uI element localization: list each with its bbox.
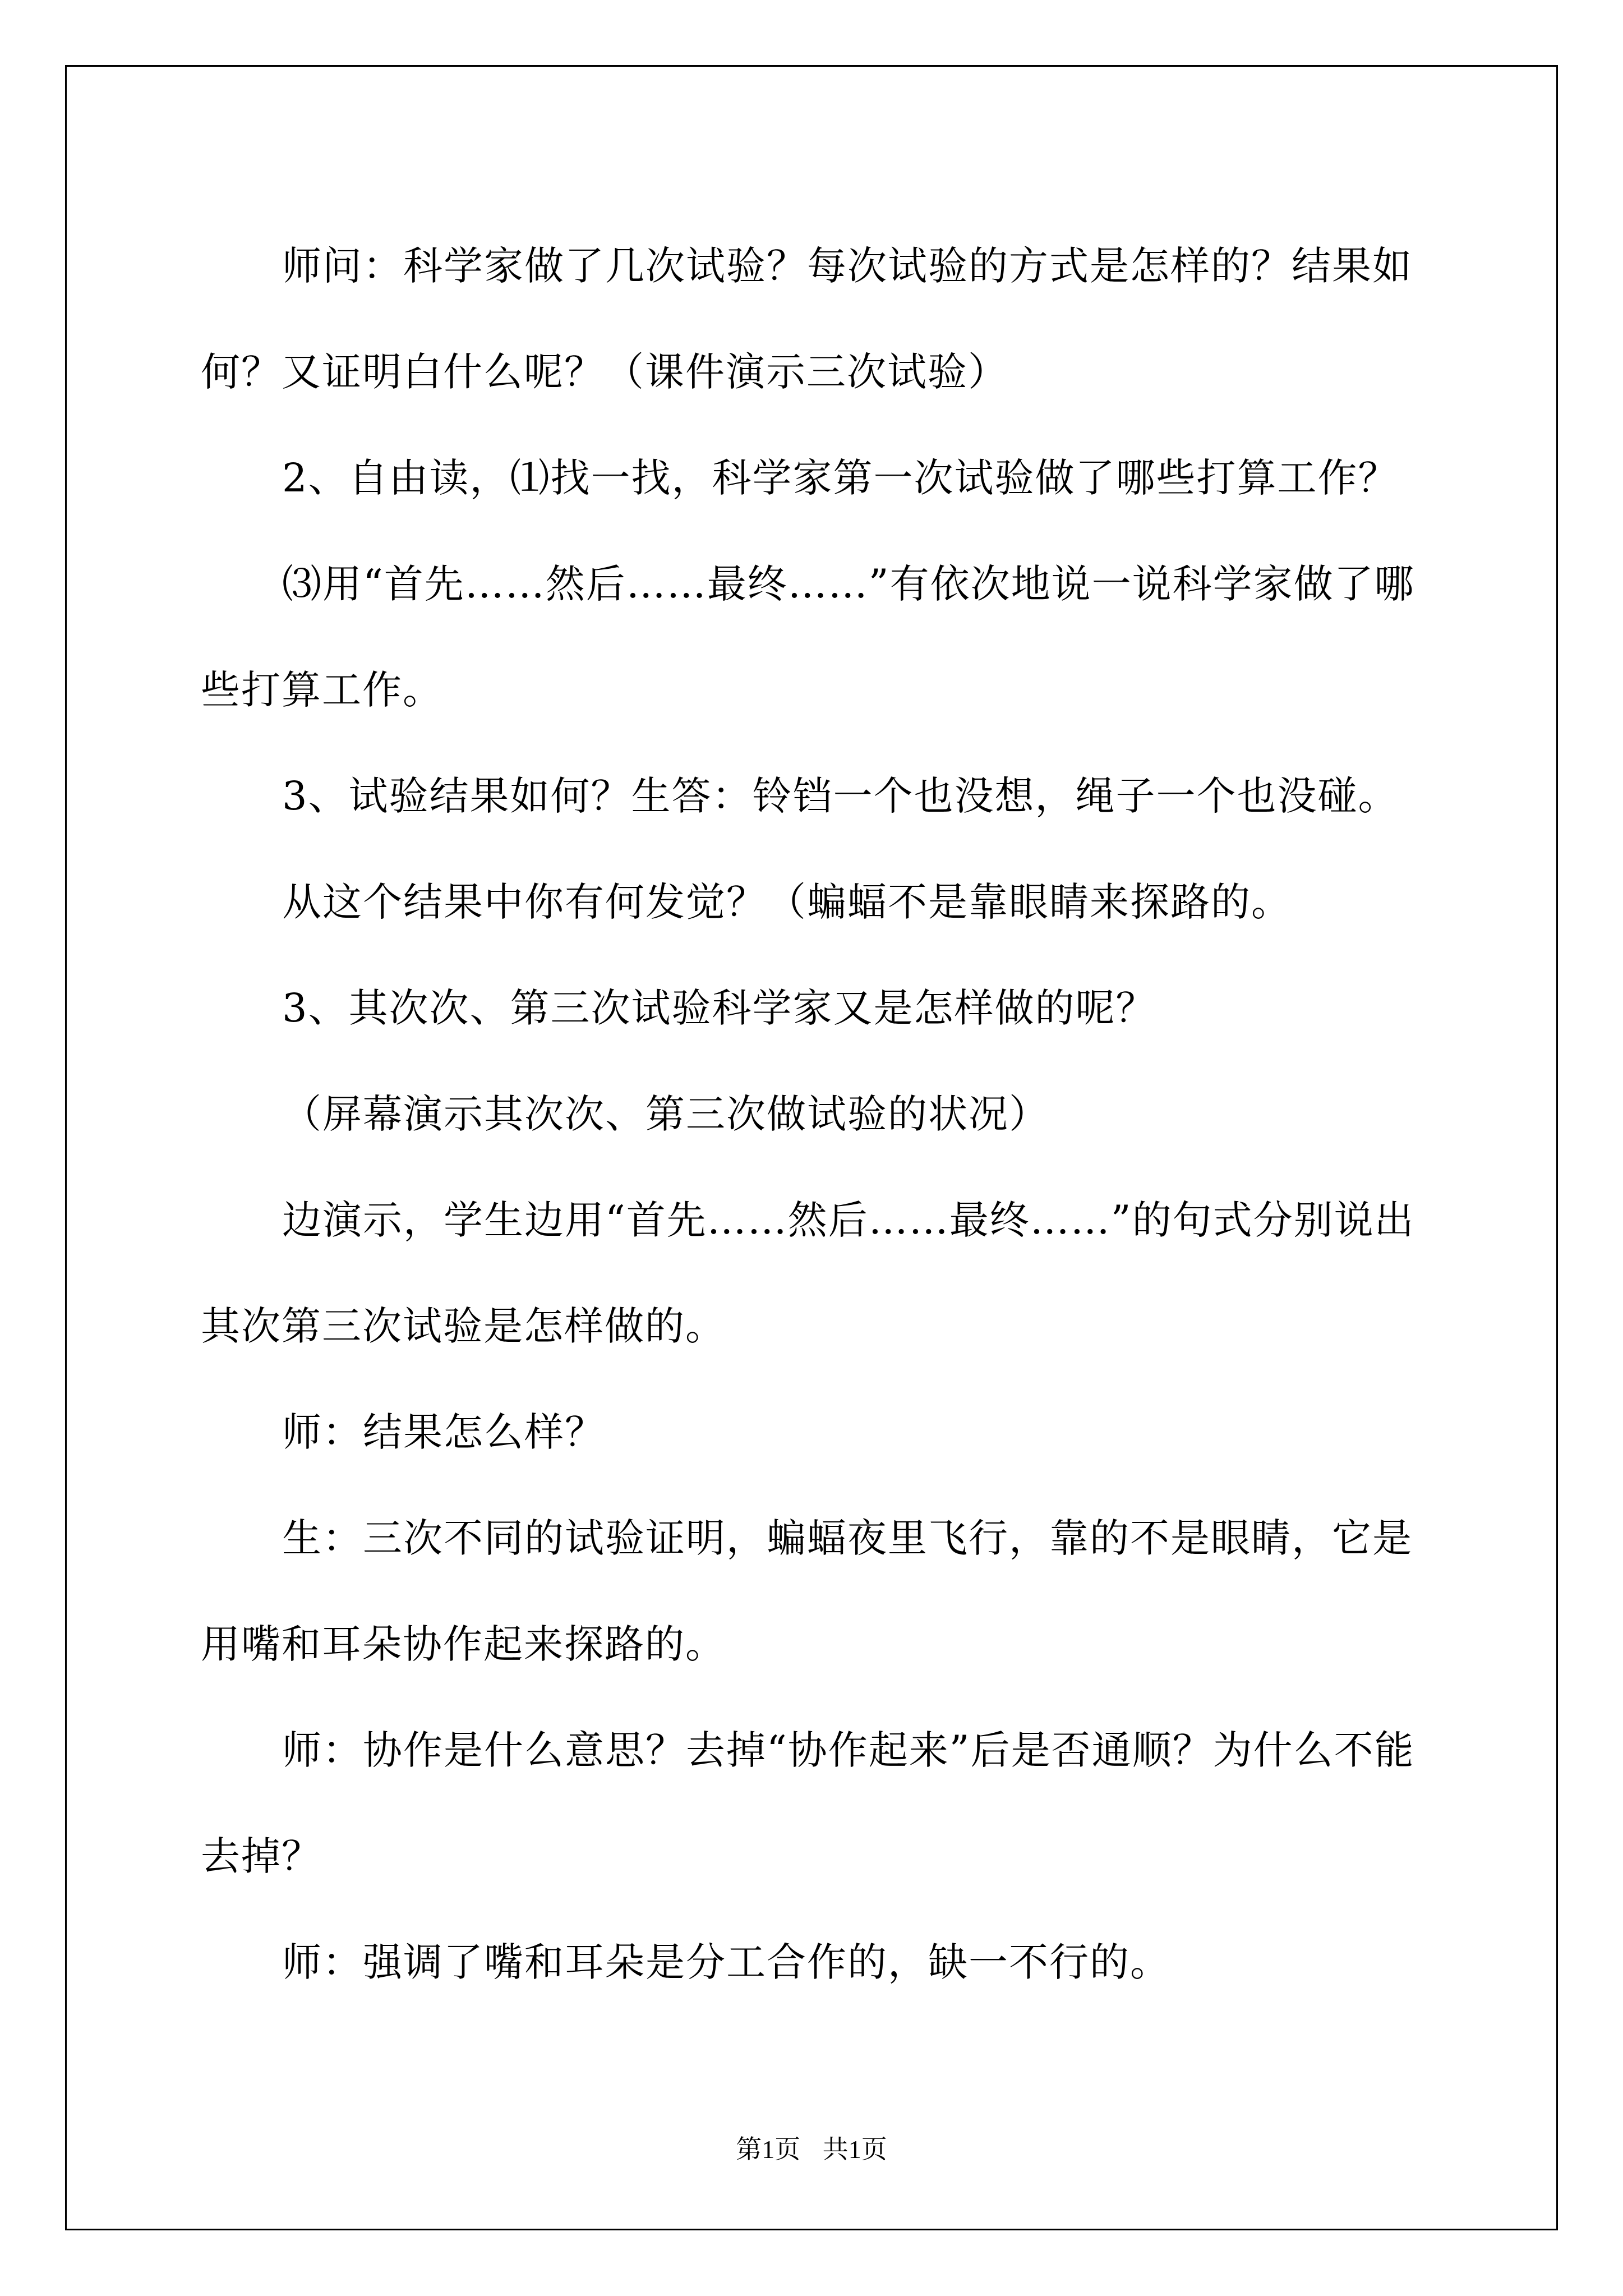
paragraph: 师：结果怎么样？ <box>282 1409 605 1455</box>
paragraph: 2、自由读，⑴找一找，科学家第一次试验做了哪些打算工作？ <box>282 455 1399 501</box>
paragraph: ⑶用“首先……然后……最终……”有依次地说一说科学家做了哪些打算工作。 <box>201 561 1415 713</box>
document-body <box>201 213 1435 2016</box>
paragraph: 边演示，学生边用“首先……然后……最终……”的句式分别说出其次第三次试验是怎样做的。 <box>201 1197 1415 1349</box>
paragraph: 师问：科学家做了几次试验？每次试验的方式是怎样的？结果如何？又证明白什么呢？（课件演示三次试验） <box>201 243 1413 395</box>
page-footer <box>0 2129 1623 2166</box>
paragraph: 师：协作是什么意思？去掉“协作起来”后是否通顺？为什么不能去掉？ <box>201 1727 1415 1879</box>
paragraph: （屏幕演示其次次、第三次做试验的状况） <box>282 1091 1049 1137</box>
paragraph: 师：强调了嘴和耳朵是分工合作的，缺一不行的。 <box>282 1939 1170 1985</box>
paragraph: 3、其次次、第三次试验科学家又是怎样做的呢？ <box>282 985 1156 1031</box>
paragraph: 3、试验结果如何？生答：铃铛一个也没想，绳子一个也没碰。 <box>282 773 1399 819</box>
paragraph: 从这个结果中你有何发觉？（蝙蝠不是靠眼睛来探路的。 <box>282 879 1292 925</box>
page-total: 共1页 <box>822 2135 887 2164</box>
page-number: 第1页 <box>736 2135 801 2164</box>
paragraph: 生：三次不同的试验证明，蝙蝠夜里飞行，靠的不是眼睛，它是用嘴和耳朵协作起来探路的。 <box>201 1515 1413 1667</box>
